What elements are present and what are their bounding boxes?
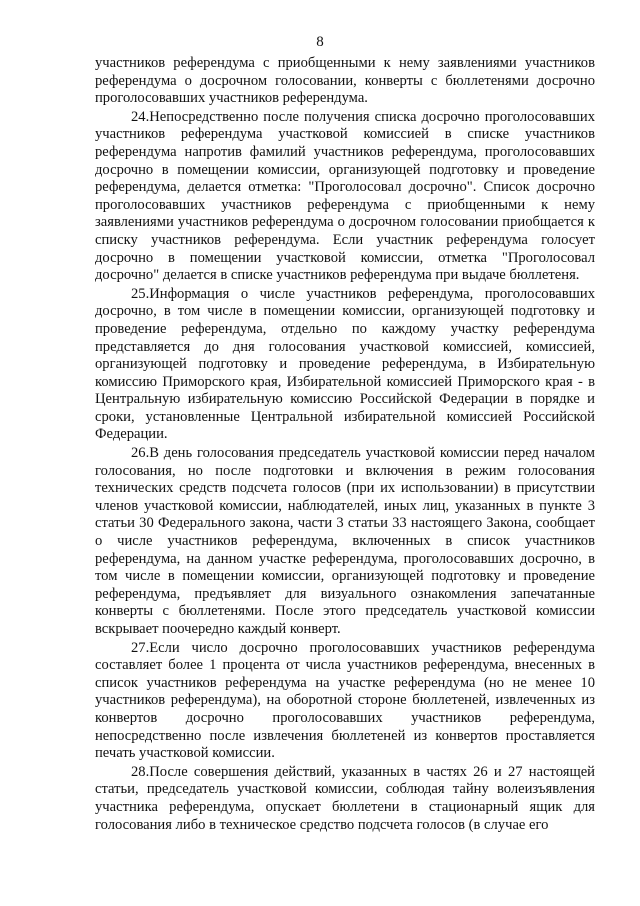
page-number: 8 xyxy=(316,34,324,50)
paragraph-item-28: 28.После совершения действий, указанных в частях 26 и 27 настоящей статьи, председатель участковой комиссии, соблюдая тайну волеизъявления участника референдума, опускает бюллетени в стационарный ящик для голосования либо в техническое средство подсчета голосов (в случае его xyxy=(95,763,595,833)
paragraph-item-24: 24.Непосредственно после получения списка досрочно проголосовавших участников референдума участковой комиссией в списке участников референдума напротив фамилий участников референдума, проголосовавших досрочно в помещении комиссии, организующей подготовку и проведение референдума, делается отметка: "Проголосовал досрочно". Список досрочно проголосовавших участников референдума с приобщенными к нему заявлениями участников референдума о досрочном голосовании приобщается к списку участников референдума. Если участник референдума голосует досрочно в помещении участковой комиссии, отметка "Проголосовал досрочно" делается в списке участников референдума при выдаче бюллетеня. xyxy=(95,108,595,284)
paragraph-item-25: 25.Информация о числе участников референдума, проголосовавших досрочно, в том числе в помещении комиссии, организующей подготовку и проведение референдума, отдельно по каждому участку референдума представляется до дня голосования участковой комиссией, комиссией, организующей подготовку и проведение референдума, в Избирательную комиссию Приморского края, Избирательной комиссией Приморского края - в Центральную избирательную комиссию Российской Федерации в порядке и сроки, установленные Центральной избирательной комиссией Российской Федерации. xyxy=(95,285,595,443)
document-body xyxy=(95,55,595,834)
paragraph-item-27: 27.Если число досрочно проголосовавших участников референдума составляет более 1 процента от числа участников референдума, внесенных в список участников референдума на участке референдума (но не менее 10 участников референдума), на оборотной стороне бюллетеней, извлеченных из конвертов досрочно проголосовавших участников референдума, непосредственно после извлечения бюллетеней из конвертов проставляется печать участковой комиссии. xyxy=(95,639,595,762)
paragraph-item-26: 26.В день голосования председатель участковой комиссии перед началом голосования, но после подготовки и включения в режим голосования технических средств подсчета голосов (при их использовании) в присутствии членов участковой комиссии, наблюдателей, иных лиц, указанных в пункте 3 статьи 30 Федерального закона, части 3 статьи 33 настоящего Закона, сообщает о числе участников референдума, включенных в список участников референдума, на данном участке референдума, проголосовавших досрочно, в том числе в помещении комиссии, организующей подготовку и проведение референдума, предъявляет для визуального ознакомления запечатанные конверты с бюллетенями. После этого председатель участковой комиссии вскрывает поочередно каждый конверт. xyxy=(95,445,595,637)
paragraph-continuation: участников референдума с приобщенными к нему заявлениями участников референдума о досрочном голосовании, конверты с бюллетенями досрочно проголосовавших участников референдума. xyxy=(95,55,595,107)
